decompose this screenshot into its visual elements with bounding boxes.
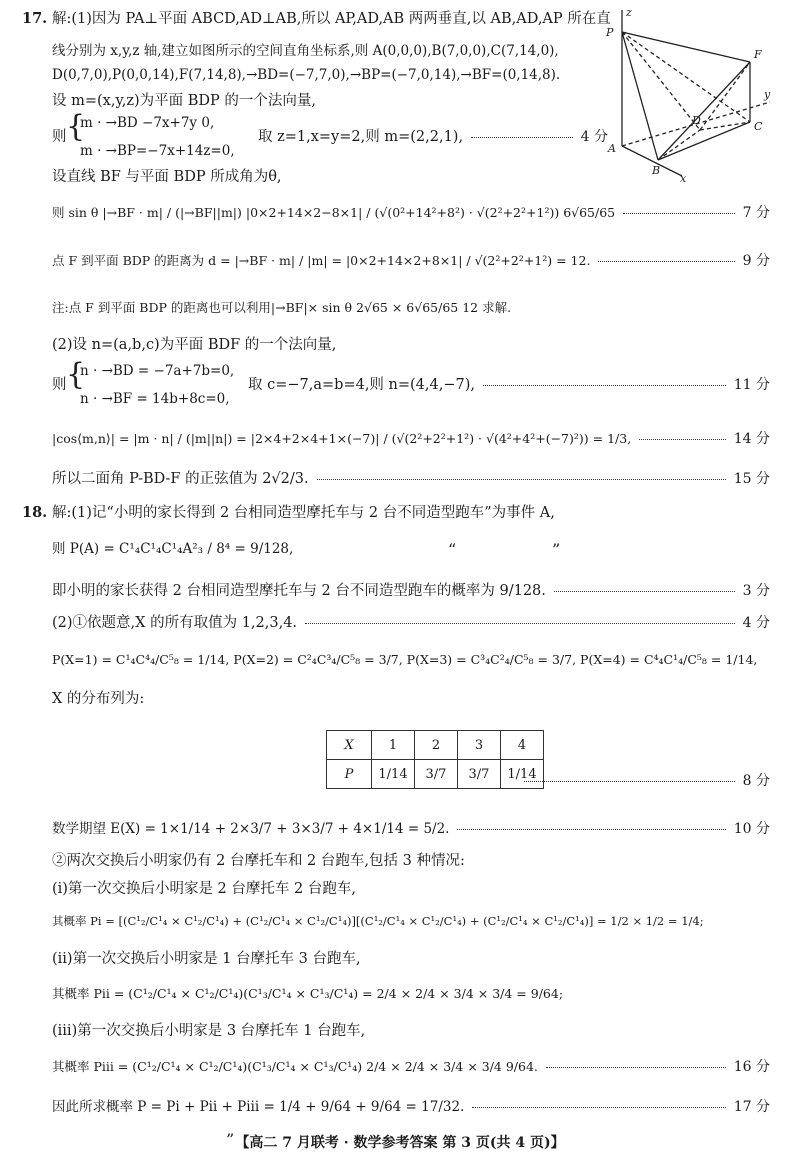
q18-line-4: (2)①依题意,X 的所有取值为 1,2,3,4. 4 分	[52, 615, 770, 632]
q18-line-2: 则 P(A) = C¹₄C¹₄C¹₄A²₃ / 8⁴ = 9/128,	[52, 541, 294, 557]
label-B: B	[652, 164, 661, 177]
q17-line-6: 设直线 BF 与平面 BDP 所成角为θ,	[52, 169, 282, 185]
score-16: 16 分	[733, 1059, 770, 1075]
q18-line-8: 数学期望 E(X) = 1×1/14 + 2×3/7 + 3×3/7 + 4×1/14 = 5/2. 10 分	[52, 821, 770, 838]
score-17: 17 分	[733, 1099, 770, 1115]
q18-line-10: (ⅰ)第一次交换后小明家是 2 台摩托车 2 台跑车,	[52, 881, 356, 897]
q17-then-2: 则	[52, 377, 67, 393]
q18-line-3: 即小明的家长获得 2 台相同造型摩托车与 2 台不同造型跑车的概率为 9/128. 3 分	[52, 583, 770, 600]
q18-line-1: 解:(1)记“小明的家长得到 2 台相同造型摩托车与 2 台不同造型跑车”为事件 A,	[52, 505, 555, 521]
label-D: D	[692, 114, 701, 127]
table-row: P 1/14 3/7 3/7 1/14	[327, 760, 544, 789]
score-9: 9 分	[742, 253, 770, 269]
label-A: A	[608, 142, 616, 155]
q17-line-2: 线分别为 x,y,z 轴,建立如图所示的空间直角坐标系,则 A(0,0,0),B(7,0,0),C(7,14,0),	[52, 43, 559, 59]
score-11: 11 分	[733, 377, 770, 394]
label-C: C	[754, 120, 763, 133]
score-7: 7 分	[742, 205, 770, 221]
q18-number: 18.	[22, 504, 48, 521]
q18-line-6: X 的分布列为:	[52, 691, 145, 707]
q18-line-16: 因此所求概率 P = Pⅰ + Pⅱ + Pⅲ = 1/4 + 9/64 + 9/64 = 17/32. 17 分	[52, 1099, 770, 1116]
q17-line-5: 取 z=1,x=y=2,则 m=(2,2,1), 4 分	[258, 129, 608, 146]
score-4b: 4 分	[742, 615, 770, 632]
q18-line-14: (ⅲ)第一次交换后小明家是 3 台摩托车 1 台跑车,	[52, 1023, 366, 1039]
score-3: 3 分	[742, 583, 770, 600]
q18-line-5: P(X=1) = C¹₄C⁴₄/C⁵₈ = 1/14, P(X=2) = C²₄C³₄/C⁵₈ = 3/7, P(X=3) = C³₄C²₄/C⁵₈ = 3/7, P(X=4) = C⁴₄C¹₄/C⁵₈ = 1/14,	[52, 652, 758, 667]
brace-2: {	[66, 357, 86, 392]
q18-line-13: 其概率 Pⅱ = (C¹₂/C¹₄ × C¹₂/C¹₄)(C¹₃/C¹₄ × C¹₃/C¹₄) = 2/4 × 2/4 × 3/4 × 3/4 = 9/64;	[52, 986, 564, 1001]
score-15: 15 分	[733, 471, 770, 488]
q17-line-7: 则 sin θ |→BF · m| / (|→BF||m|) |0×2+14×2−8×1| / (√(0²+14²+8²) · √(2²+2²+1²)) 6√65/65 7 分	[52, 205, 770, 221]
q17-line-13: 所以二面角 P-BD-F 的正弦值为 2√2/3. 15 分	[52, 471, 770, 488]
q17-line-4: 设 m=(x,y,z)为平面 BDP 的一个法向量,	[52, 93, 316, 109]
q18-table-score	[524, 772, 770, 791]
q17-line-11: 取 c=−7,a=b=4,则 n=(4,4,−7), 11 分	[248, 377, 770, 394]
distribution-table	[326, 730, 544, 789]
label-P: P	[606, 26, 614, 39]
q18-line-9: ②两次交换后小明家仍有 2 台摩托车和 2 台跑车,包括 3 种情况:	[52, 853, 465, 869]
q17-line-9: 注:点 F 到平面 BDP 的距离也可以利用|→BF|× sin θ 2√65 × 6√65/65 12 求解.	[52, 300, 512, 315]
table-row: X 1 2 3 4	[327, 731, 544, 760]
score-4: 4 分	[580, 129, 608, 146]
q17-line-1: 解:(1)因为 PA⊥平面 ABCD,AD⊥AB,所以 AP,AD,AB 两两垂直,以 AB,AD,AP 所在直	[52, 11, 611, 27]
footer-mark: ”	[226, 1130, 235, 1149]
quote-close: ”	[552, 540, 561, 559]
score-10: 10 分	[733, 821, 770, 837]
page-footer: 【高二 7 月联考 · 数学参考答案 第 3 页(共 4 页)】	[235, 1135, 565, 1151]
q17-eq-1c: m · →BP=−7x+14z=0,	[80, 143, 235, 159]
pyramid-figure	[600, 6, 780, 182]
q17-line-12: |cos⟨m,n⟩| = |m · n| / (|m||n|) = |2×4+2×4+1×(−7)| / (√(2²+2²+1²) · √(4²+4²+(−7)²)) = 1/3, 14 分	[52, 431, 770, 447]
label-F: F	[754, 48, 762, 61]
q17-line-3: D(0,7,0),P(0,0,14),F(7,14,8),→BD=(−7,7,0),→BP=(−7,0,14),→BF=(0,14,8).	[52, 67, 561, 83]
score-8: 8 分	[742, 773, 770, 789]
q17-eq-2c: n · →BF = 14b+8c=0,	[80, 391, 230, 407]
q17-line-8: 点 F 到平面 BDP 的距离为 d = |→BF · m| / |m| = |0×2+14×2+8×1| / √(2²+2²+1²) = 12. 9 分	[52, 253, 770, 269]
q18-line-11: 其概率 Pⅰ = [(C¹₂/C¹₄ × C¹₂/C¹₄) + (C¹₂/C¹₄ × C¹₂/C¹₄)][(C¹₂/C¹₄ × C¹₂/C¹₄) + (C¹₂/C¹₄ × C¹₂/C¹₄)] = 1/2 × 1/2 = 1/4;	[52, 914, 704, 928]
q18-line-15: 其概率 Pⅲ = (C¹₂/C¹₄ × C¹₂/C¹₄)(C¹₃/C¹₄ × C¹₃/C¹₄) 2/4 × 2/4 × 3/4 × 3/4 9/64. 16 分	[52, 1059, 770, 1075]
brace-1: {	[66, 109, 86, 144]
q17-number: 17.	[22, 10, 48, 27]
q17-line-10: (2)设 n=(a,b,c)为平面 BDF 的一个法向量,	[52, 337, 337, 353]
q18-line-12: (ⅱ)第一次交换后小明家是 1 台摩托车 3 台跑车,	[52, 951, 361, 967]
q17-eq-2a: n · →BD = −7a+7b=0,	[80, 363, 235, 379]
quote-open: “	[448, 540, 457, 559]
label-z: z	[626, 6, 632, 19]
label-y: y	[764, 88, 771, 101]
score-14: 14 分	[733, 431, 770, 447]
q17-eq-1a: m · →BD −7x+7y 0,	[80, 115, 215, 131]
label-x: x	[680, 172, 687, 182]
q17-then-1: 则	[52, 129, 67, 145]
